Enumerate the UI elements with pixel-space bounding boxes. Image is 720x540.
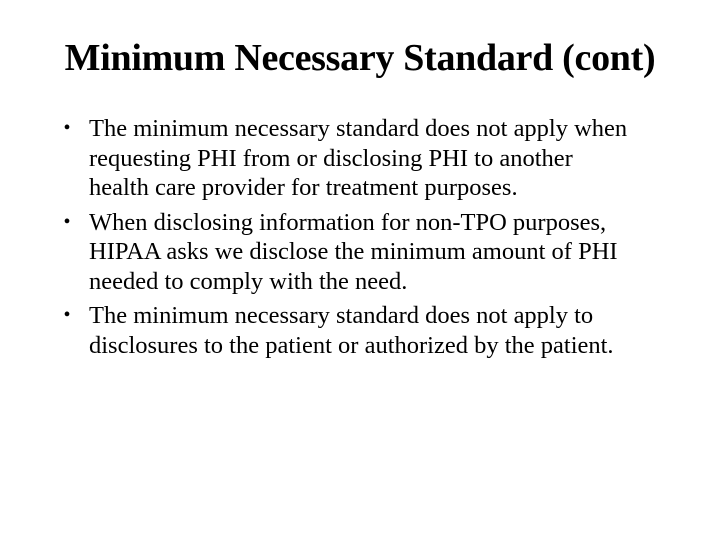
bullet-text-line: health care provider for treatment purposes.	[89, 174, 518, 201]
bullet-text-line: requesting PHI from or disclosing PHI to another	[89, 144, 573, 172]
slide-title: Minimum Necessary Standard (cont)	[64, 37, 656, 79]
bullet-text-line: When disclosing information for non-TPO purposes,	[89, 208, 607, 236]
bullet-icon: •	[63, 304, 71, 326]
bullet-text-line: The minimum necessary standard does not apply to	[89, 302, 594, 329]
bullet-item	[0, 208, 720, 297]
bullet-text-line: needed to comply with the need.	[89, 267, 408, 295]
bullet-icon: •	[63, 117, 71, 139]
bullet-item	[0, 114, 720, 203]
bullet-list	[0, 114, 720, 365]
bullet-text-line: The minimum necessary standard does not apply when	[89, 115, 628, 142]
bullet-item	[0, 301, 720, 360]
bullet-icon: •	[63, 210, 71, 233]
bullet-text-line: HIPAA asks we disclose the minimum amount of PHI	[89, 238, 618, 265]
bullet-text-line: disclosures to the patient or authorized by the patient.	[89, 331, 614, 359]
